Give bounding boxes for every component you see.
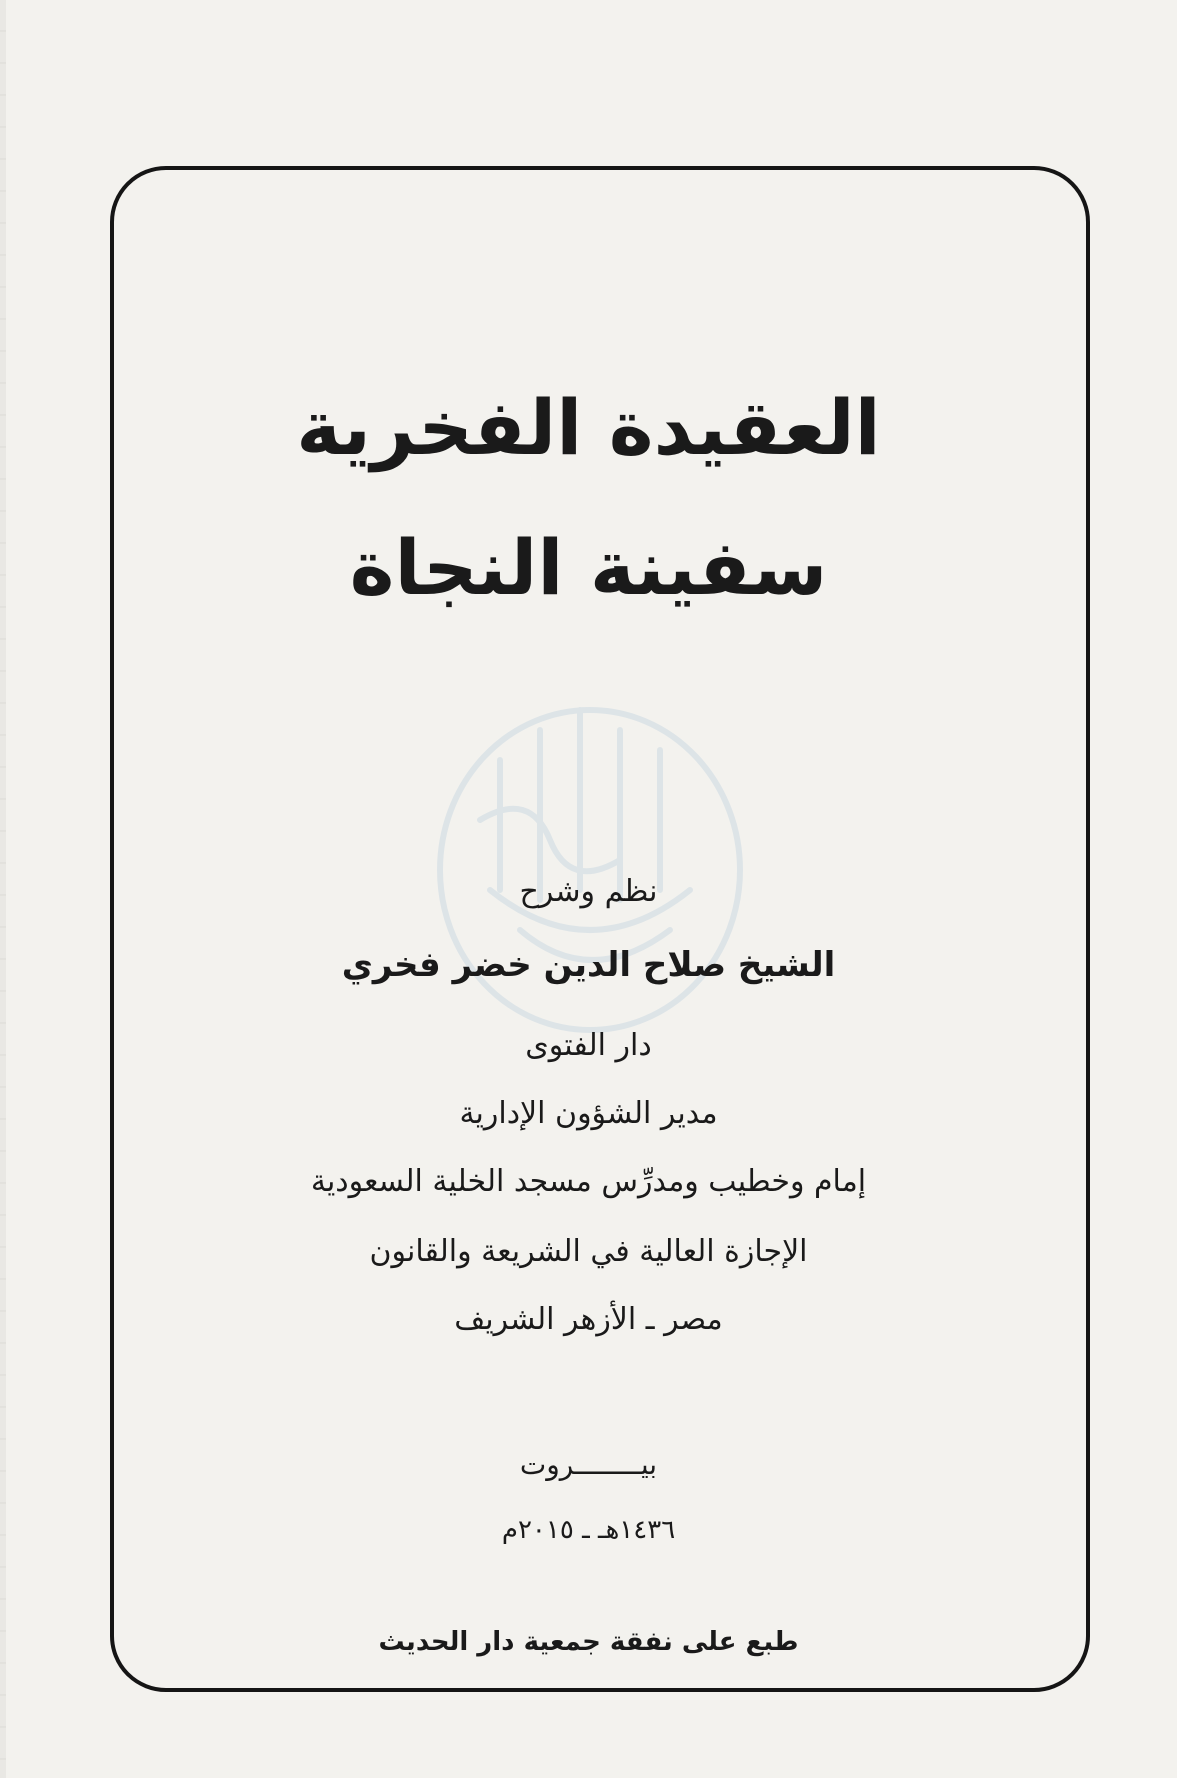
affiliation-line: مصر ـ الأزهر الشريف <box>454 1302 723 1337</box>
publication-date: ١٤٣٦هـ ـ ٢٠١٥م <box>501 1515 676 1545</box>
library-seal-watermark <box>380 640 800 1060</box>
affiliation-line: مدير الشؤون الإدارية <box>459 1096 718 1131</box>
affiliation-line: إمام وخطيب ومدرِّس مسجد الخلية السعودية <box>310 1164 867 1199</box>
book-title-line-2: سفينة النجاة <box>349 523 828 612</box>
publication-city: بيــــــــروت <box>519 1448 658 1481</box>
author-name: الشيخ صلاح الدين خضر فخري <box>341 945 836 985</box>
credit-label: نظم وشرح <box>519 874 658 909</box>
affiliation-line: الإجازة العالية في الشريعة والقانون <box>369 1234 808 1269</box>
printer-note: طبع على نفقة جمعية دار الحديث <box>378 1627 799 1657</box>
book-title-line-1: العقيدة الفخرية <box>296 383 881 472</box>
affiliation-line: دار الفتوى <box>525 1028 652 1063</box>
